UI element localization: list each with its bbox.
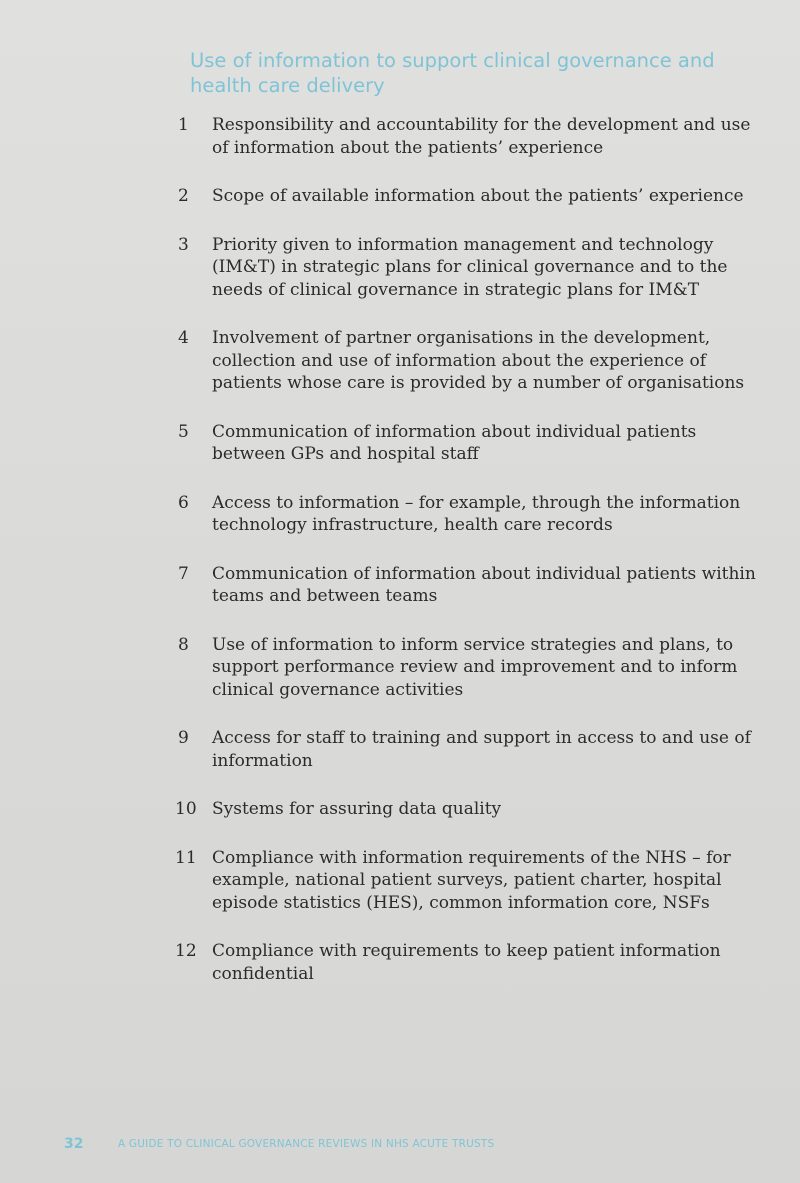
item-number: 9 bbox=[178, 728, 189, 748]
item-text: Use of information to inform service strategies and plans, to support performance review and improvement and to inform clinical governance activities bbox=[212, 634, 738, 700]
criteria-list bbox=[175, 114, 758, 1011]
item-text: Communication of information about individual patients between GPs and hospital staff bbox=[212, 421, 697, 464]
section-heading: Use of information to support clinical governance and health care delivery bbox=[190, 49, 715, 97]
list-item bbox=[175, 940, 758, 985]
list-item bbox=[178, 234, 758, 302]
item-text: Communication of information about individual patients within teams and between teams bbox=[212, 563, 756, 606]
item-number: 4 bbox=[178, 328, 189, 348]
item-number: 12 bbox=[175, 941, 197, 961]
list-item bbox=[175, 798, 758, 821]
item-text: Compliance with information requirements of the NHS – for example, national patient surveys, patient charter, hospital episode statistics (HES), common information core, NSFs bbox=[212, 847, 731, 913]
list-item bbox=[178, 634, 758, 702]
item-text: Priority given to information management and technology (IM&T) in strategic plans for clinical governance and to the needs of clinical governance in strategic plans for IM&T bbox=[212, 234, 728, 300]
list-item bbox=[178, 327, 758, 395]
list-item bbox=[175, 847, 758, 915]
list-item bbox=[178, 492, 758, 537]
list-item bbox=[178, 185, 758, 208]
item-number: 10 bbox=[175, 799, 197, 819]
item-text: Access to information – for example, through the information technology infrastructure, health care records bbox=[212, 492, 741, 535]
item-text: Access for staff to training and support in access to and use of information bbox=[212, 728, 751, 771]
item-number: 5 bbox=[178, 421, 189, 442]
item-number: 8 bbox=[178, 634, 189, 655]
item-text: Systems for assuring data quality bbox=[212, 799, 502, 819]
list-item bbox=[178, 563, 758, 608]
list-item bbox=[178, 114, 758, 159]
footer-title: A GUIDE TO CLINICAL GOVERNANCE REVIEWS IN NHS ACUTE TRUSTS bbox=[118, 1138, 495, 1150]
item-number: 7 bbox=[178, 563, 189, 584]
item-text: Responsibility and accountability for the development and use of information about the patients’ experience bbox=[212, 115, 751, 158]
item-number: 1 bbox=[178, 115, 189, 135]
item-number: 3 bbox=[178, 234, 189, 255]
item-text: Involvement of partner organisations in the development, collection and use of information about the experience of patients whose care is provided by a number of organisations bbox=[212, 328, 745, 393]
page-footer bbox=[0, 1136, 800, 1156]
item-number: 6 bbox=[178, 492, 189, 513]
page-number: 32 bbox=[64, 1136, 84, 1152]
list-item bbox=[178, 727, 758, 772]
item-text: Scope of available information about the patients’ experience bbox=[212, 186, 744, 206]
item-text: Compliance with requirements to keep patient information confidential bbox=[212, 941, 721, 984]
item-number: 2 bbox=[178, 186, 189, 206]
item-number: 11 bbox=[175, 847, 197, 868]
list-item bbox=[178, 421, 758, 466]
